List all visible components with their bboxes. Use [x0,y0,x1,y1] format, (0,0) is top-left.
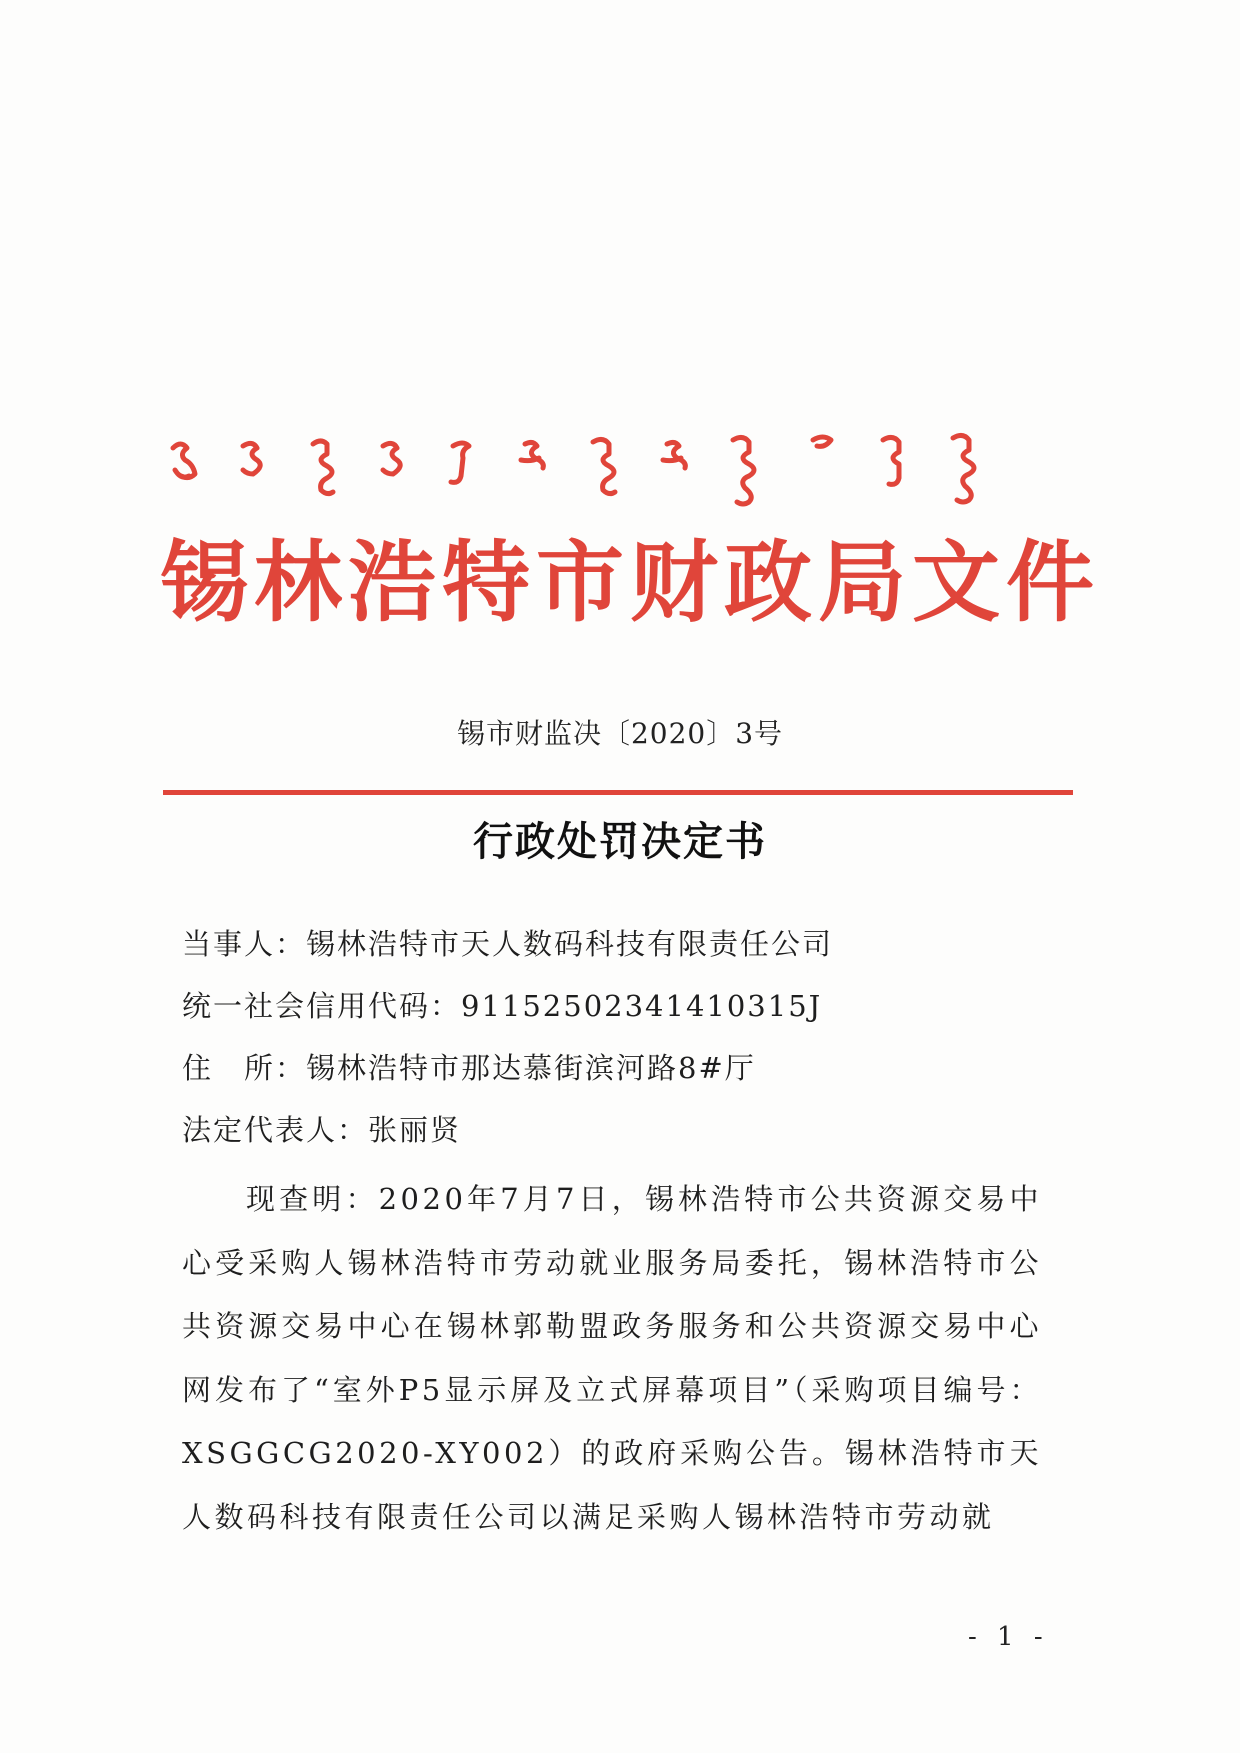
mongolian-glyph [813,437,831,446]
mongolian-glyph [451,443,469,482]
issuing-authority-title: 锡林浩特市财政局文件 [160,531,1101,634]
mongolian-glyph [663,442,685,468]
mongolian-glyph [883,437,899,484]
mongolian-glyph [173,444,195,478]
red-divider-line [163,790,1073,795]
document-title: 行政处罚决定书 [473,818,767,865]
mongolian-glyph [243,443,260,474]
mongolian-glyph [953,435,974,502]
party-line: 当事人：锡林浩特市天人数码科技有限责任公司 [182,927,834,961]
document-number: 锡市财监决〔2020〕3号 [456,717,784,750]
findings-paragraph: 现查明：2020年7月7日，锡林浩特市公共资源交易中心受采购人锡林浩特市劳动就业服务局委托，锡林浩特市公共资源交易中心在锡林郭勒盟政务服务和公共资源交易中心网发布了“室外P5显示屏及立式屏幕项目”（采购项目编号：XSGGCG2020-XY002）的政府采购公告。锡林浩特市天人数码科技有限责任公司以满足采购人锡林浩特市劳动就 [182,1182,1042,1534]
mongolian-glyph [383,443,400,474]
page-number: - 1 - [968,1622,1049,1652]
mongolian-glyph [733,437,754,504]
mongolian-glyph [313,441,333,494]
legal-representative-line: 法定代表人：张丽贤 [182,1113,462,1147]
address-line: 住 所：锡林浩特市那达慕街滨河路8#厅 [182,1051,756,1085]
credit-code-line: 统一社会信用代码：91152502341410315J [182,989,823,1023]
mongolian-script-header [165,430,1065,510]
mongolian-glyph [521,442,543,468]
mongolian-glyph [593,439,615,493]
